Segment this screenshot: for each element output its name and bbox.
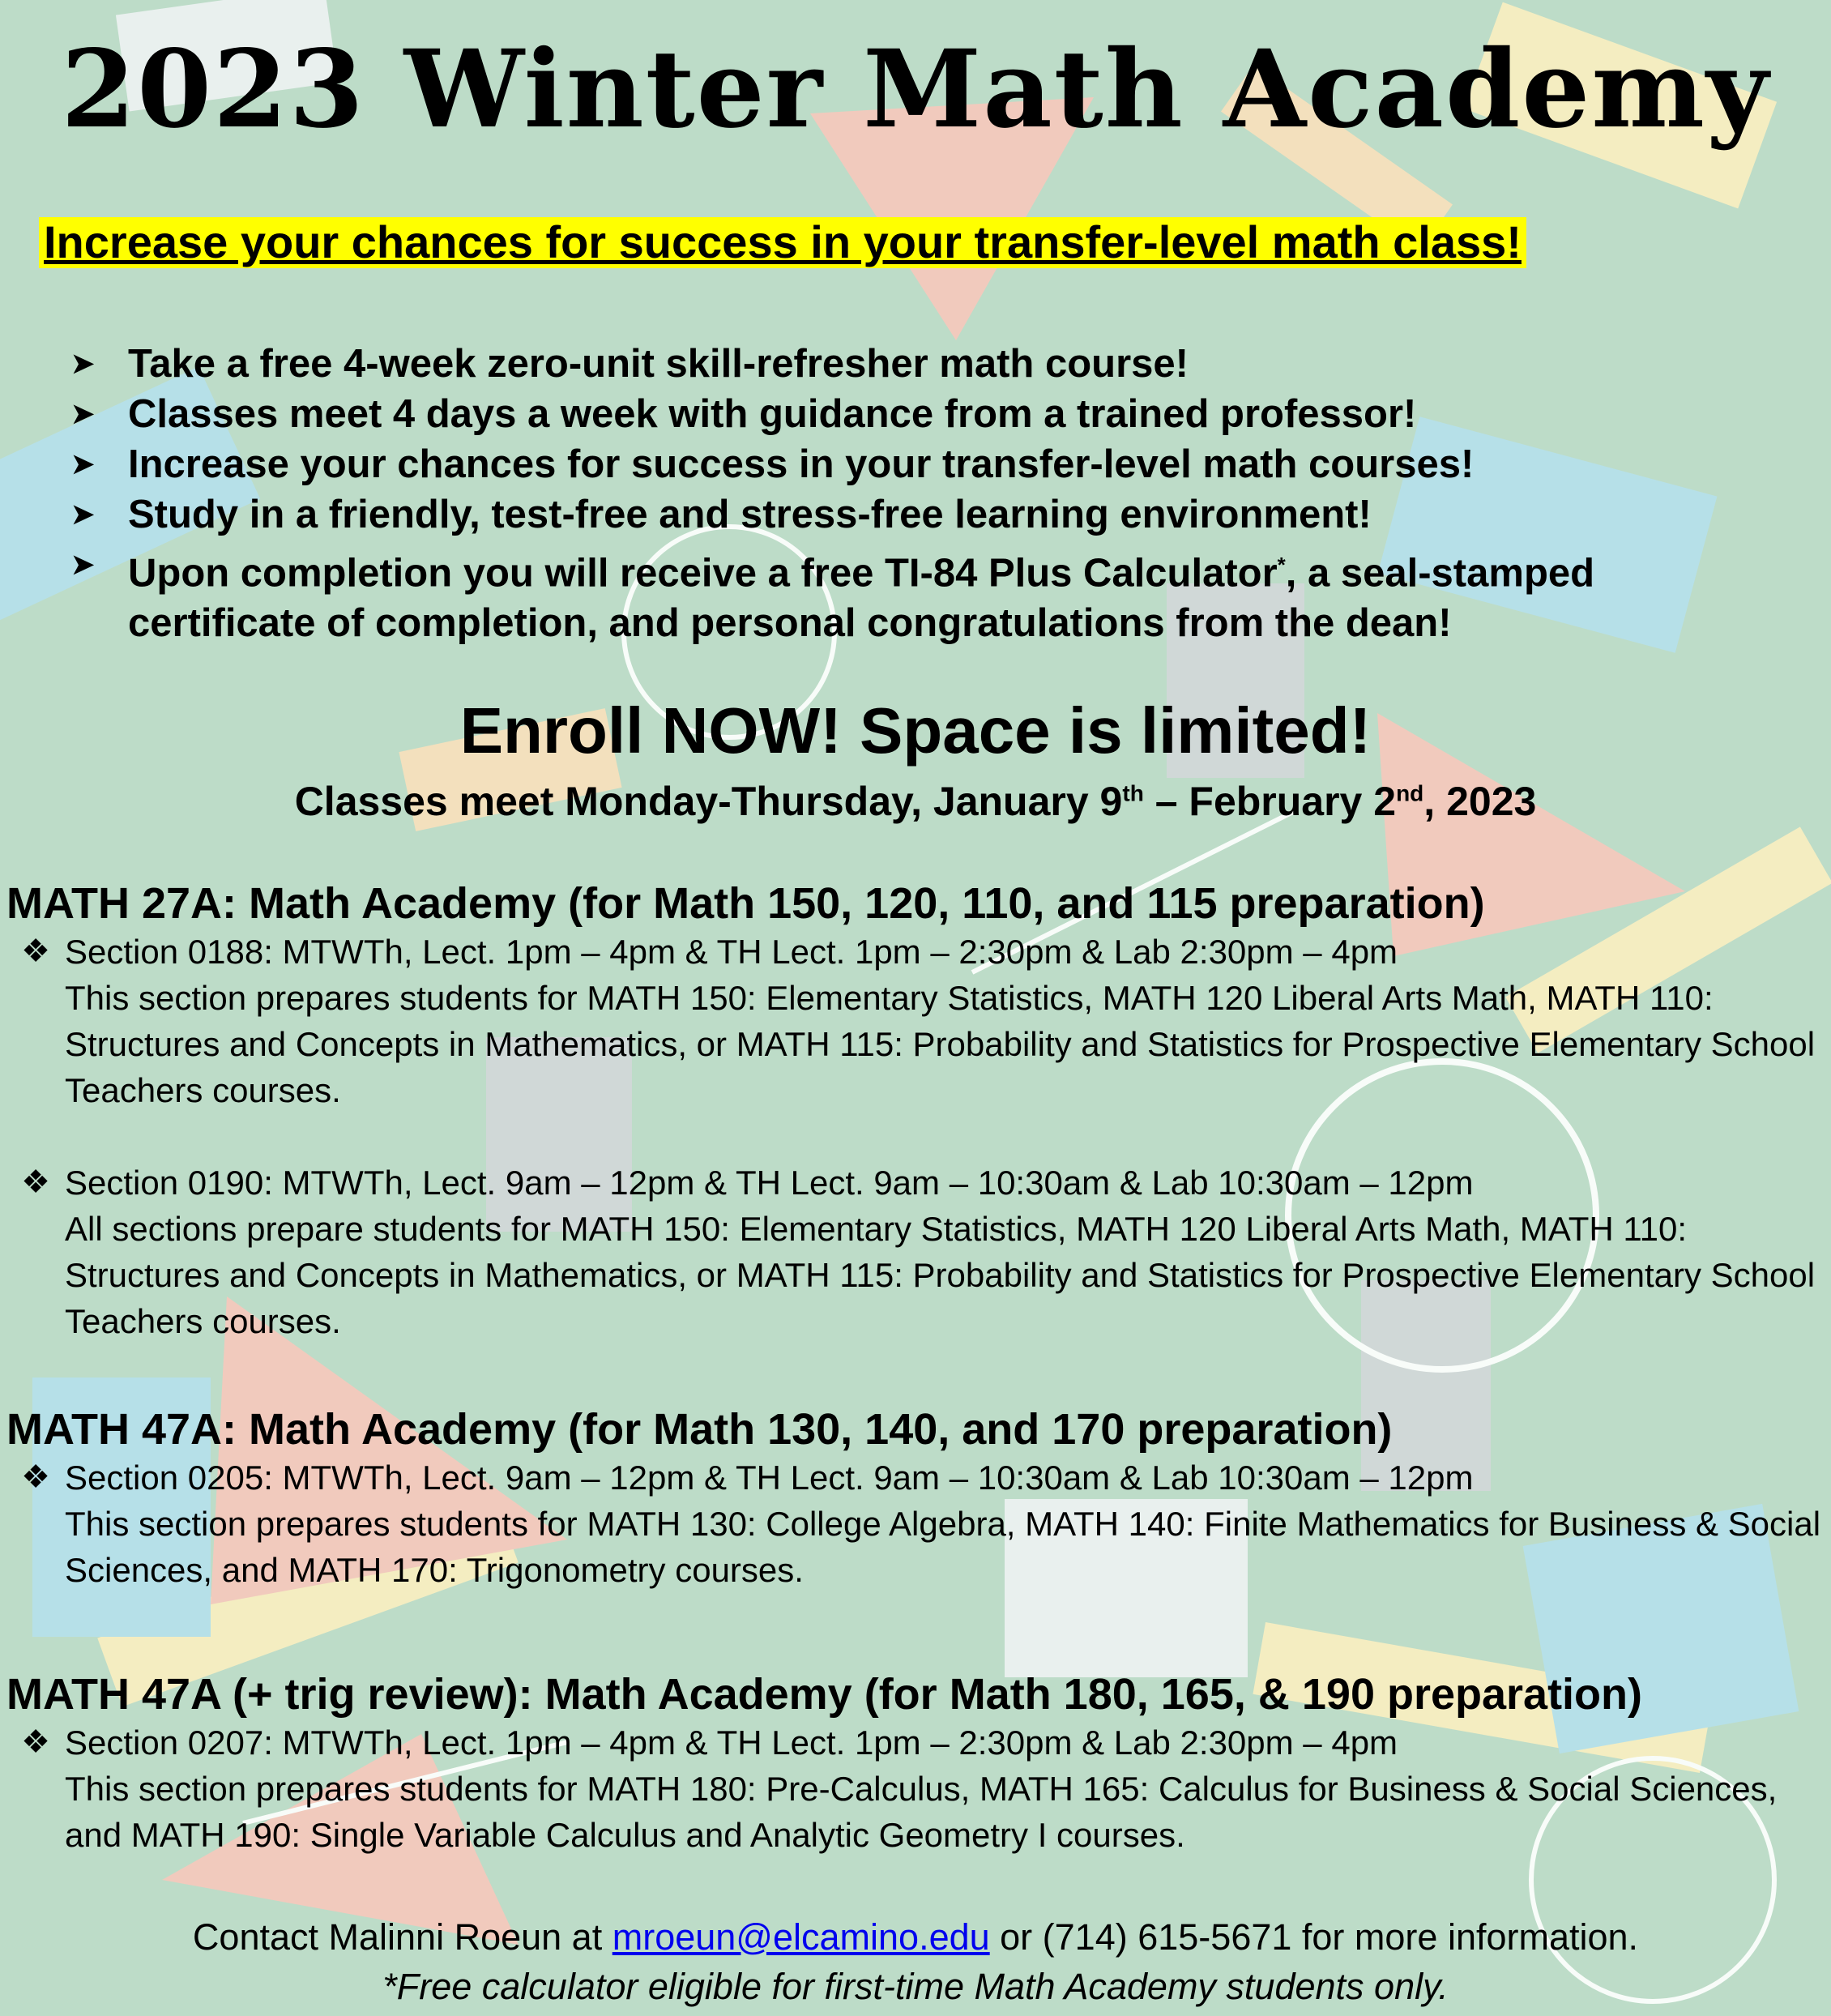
section-schedule: Section 0205: MTWTh, Lect. 9am – 12pm & TH Lect. 9am – 10:30am & Lab 10:30am – 12pm	[65, 1459, 1474, 1497]
course-math-47a	[6, 1404, 1821, 1593]
tagline-highlight: Increase your chances for success in your transfer-level math class!	[39, 217, 1526, 268]
enroll-heading: Enroll NOW! Space is limited!	[459, 694, 1372, 767]
contact-line: Contact Malinni Roeun at mroeun@elcamino.edu or (714) 615-5671 for more information.	[192, 1916, 1639, 1958]
list-item: ➤ Take a free 4-week zero-unit skill-refresher math course!	[71, 339, 1789, 389]
page-title: 2023 Winter Math Academy	[61, 27, 1770, 152]
course-math-47a-trig	[6, 1669, 1821, 1858]
course-section	[6, 1160, 1821, 1344]
section-description: This section prepares students for MATH 180: Pre-Calculus, MATH 165: Calculus for Business & Social Sciences, and MATH 190: Single Variable Calculus and Analytic Geometry I courses.	[65, 1770, 1778, 1854]
section-schedule: Section 0190: MTWTh, Lect. 9am – 12pm & TH Lect. 9am – 10:30am & Lab 10:30am – 12pm	[65, 1164, 1474, 1202]
list-item: ➤ Upon completion you will receive a free TI-84 Plus Calculator*, a seal-stamped certificate of completion, and personal congratulations from the dean!	[71, 540, 1789, 648]
diamond-bullet-icon: ❖	[21, 1164, 50, 1200]
diamond-bullet-icon: ❖	[21, 933, 50, 969]
arrow-bullet-icon: ➤	[71, 399, 95, 429]
section-schedule: Section 0207: MTWTh, Lect. 1pm – 4pm & TH Lect. 1pm – 2:30pm & Lab 2:30pm – 4pm	[65, 1723, 1398, 1762]
arrow-bullet-icon: ➤	[71, 348, 95, 379]
course-section	[6, 1719, 1821, 1858]
section-description: All sections prepare students for MATH 150: Elementary Statistics, MATH 120 Liberal Arts Math, MATH 110: Structures and Concepts in Mathematics, or MATH 115: Probability and Statistics for Prospective Elementary School Teachers courses.	[65, 1210, 1816, 1340]
diamond-bullet-icon: ❖	[21, 1459, 50, 1495]
section-schedule: Section 0188: MTWTh, Lect. 1pm – 4pm & TH Lect. 1pm – 2:30pm & Lab 2:30pm – 4pm	[65, 933, 1398, 971]
arrow-bullet-icon: ➤	[71, 549, 95, 580]
footnote: *Free calculator eligible for first-time Math Academy students only.	[382, 1966, 1449, 2007]
course-section	[6, 1454, 1821, 1593]
course-heading: MATH 27A: Math Academy (for Math 150, 120, 110, and 115 preparation)	[6, 879, 1485, 928]
list-item: ➤ Classes meet 4 days a week with guidance from a trained professor!	[71, 389, 1789, 439]
benefits-list	[71, 339, 1789, 648]
section-description: This section prepares students for MATH 150: Elementary Statistics, MATH 120 Liberal Arts Math, MATH 110: Structures and Concepts in Mathematics, or MATH 115: Probability and Statistics for Prospective Elementary School Teachers courses.	[65, 979, 1816, 1109]
diamond-bullet-icon: ❖	[21, 1724, 50, 1760]
class-dates: Classes meet Monday-Thursday, January 9th – February 2nd, 2023	[294, 779, 1537, 824]
footnote-mark: *	[1277, 553, 1286, 577]
arrow-bullet-icon: ➤	[71, 499, 95, 530]
course-heading: MATH 47A: Math Academy (for Math 130, 140, and 170 preparation)	[6, 1405, 1393, 1454]
email-link[interactable]: mroeun@elcamino.edu	[612, 1916, 990, 1958]
list-item: ➤ Study in a friendly, test-free and stress-free learning environment!	[71, 489, 1789, 540]
arrow-bullet-icon: ➤	[71, 449, 95, 480]
course-math-27a	[6, 878, 1821, 1344]
section-description: This section prepares students for MATH 130: College Algebra, MATH 140: Finite Mathematics for Business & Social Sciences, and MATH 170: Trigonometry courses.	[65, 1505, 1821, 1589]
list-item: ➤ Increase your chances for success in your transfer-level math courses!	[71, 439, 1789, 489]
course-section	[6, 929, 1821, 1113]
course-heading: MATH 47A (+ trig review): Math Academy (for Math 180, 165, & 190 preparation)	[6, 1670, 1643, 1719]
